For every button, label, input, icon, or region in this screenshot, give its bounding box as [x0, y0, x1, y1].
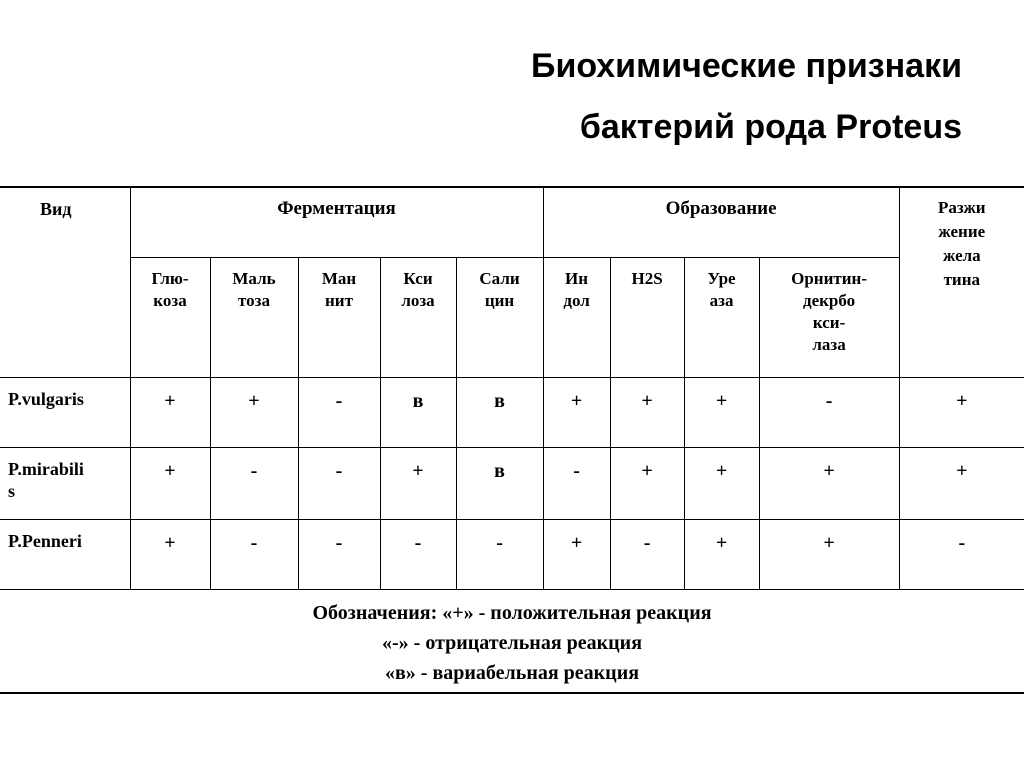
table-cell: +: [759, 519, 899, 589]
table-cell: -: [899, 519, 1024, 589]
header-gelatin-liquefaction: Разжи жение жела тина: [899, 187, 1024, 377]
table-cell: +: [130, 447, 210, 519]
table-cell: в: [380, 377, 456, 447]
table-row: [0, 377, 1024, 447]
table-row: [0, 519, 1024, 589]
table-cell: +: [130, 519, 210, 589]
table-cell: в: [456, 377, 543, 447]
header-row: [0, 187, 1024, 257]
subheader-glucose: Глю- коза: [130, 257, 210, 377]
subheader-maltose: Маль тоза: [210, 257, 298, 377]
table-cell: +: [610, 447, 684, 519]
table-cell: -: [759, 377, 899, 447]
table-cell: -: [298, 519, 380, 589]
table-cell: -: [210, 447, 298, 519]
table-cell: +: [759, 447, 899, 519]
header-formation: Образование: [543, 187, 899, 257]
title-line-2: бактерий рода Proteus: [579, 108, 962, 146]
table-cell: +: [684, 447, 759, 519]
legend-line-positive: Обозначения: «+» - положительная реакция: [312, 601, 712, 624]
table-cell: -: [298, 447, 380, 519]
table-cell: в: [456, 447, 543, 519]
table-cell: -: [456, 519, 543, 589]
table-cell: -: [380, 519, 456, 589]
subheader-indole: Ин дол: [543, 257, 610, 377]
subheader-h2s: H2S: [610, 257, 684, 377]
table-row: [0, 447, 1024, 519]
table-cell: +: [210, 377, 298, 447]
subheader-salicin: Сали цин: [456, 257, 543, 377]
table-cell: +: [899, 447, 1024, 519]
subheader-row: [0, 257, 1024, 377]
table-cell: +: [610, 377, 684, 447]
table-cell: +: [543, 519, 610, 589]
subheader-urease: Уре аза: [684, 257, 759, 377]
subheader-mannitol: Ман нит: [298, 257, 380, 377]
slide-title: [262, 36, 962, 158]
subheader-xylose: Кси лоза: [380, 257, 456, 377]
legend-line-negative: «-» - отрицательная реакция: [382, 631, 643, 654]
table-cell: +: [380, 447, 456, 519]
table-cell: +: [130, 377, 210, 447]
table-cell: +: [684, 377, 759, 447]
header-species: Вид: [0, 187, 130, 377]
table-cell: +: [899, 377, 1024, 447]
legend-line-variable: «в» - вариабельная реакция: [385, 661, 640, 684]
table-cell: -: [210, 519, 298, 589]
species-name: P.vulgaris: [0, 377, 130, 447]
species-name: P.Penneri: [0, 519, 130, 589]
table-cell: +: [684, 519, 759, 589]
table-cell: -: [610, 519, 684, 589]
table-cell: +: [543, 377, 610, 447]
subheader-ornithine-decarboxylase: Орнитин- декрбо кси- лаза: [759, 257, 899, 377]
table-cell: -: [543, 447, 610, 519]
biochemical-table: [0, 186, 1024, 694]
title-line-1: Биохимические признаки: [531, 47, 962, 85]
species-name: P.mirabili s: [0, 447, 130, 519]
legend: [0, 589, 1024, 693]
header-fermentation: Ферментация: [130, 187, 543, 257]
table-cell: -: [298, 377, 380, 447]
legend-row: [0, 589, 1024, 693]
